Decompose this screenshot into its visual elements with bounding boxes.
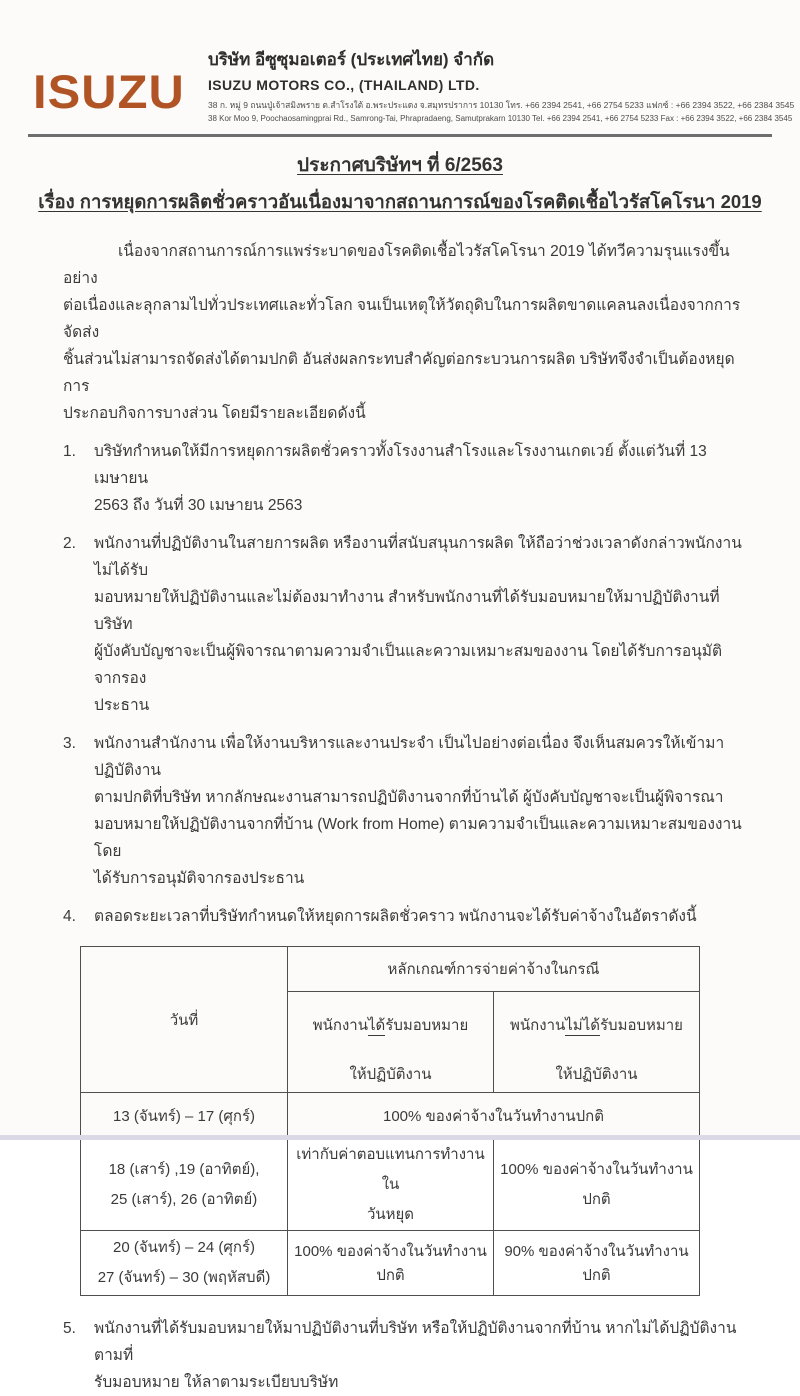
company-name-en: ISUZU MOTORS CO., (THAILAND) LTD.: [208, 77, 480, 93]
date-cell: 20 (จันทร์) – 24 (ศุกร์) 27 (จันทร์) – 30 (พฤหัสบดี): [81, 1231, 288, 1296]
not-assigned-header-line2: ให้ปฏิบัติงาน: [555, 1065, 638, 1083]
item-number: 4.: [63, 908, 76, 925]
pay-cell-not-assigned: 90% ของค่าจ้างในวันทำงานปกติ: [494, 1231, 700, 1296]
announcement-title: ประกาศบริษัทฯ ที่ 6/2563: [297, 155, 503, 176]
pay-criteria-header: หลักเกณฑ์การจ่ายค่าจ้างในกรณี: [288, 947, 700, 992]
assigned-header-line2: ให้ปฏิบัติงาน: [349, 1065, 432, 1083]
scan-edge-artifact: [0, 1135, 800, 1140]
pay-cell-merged: 100% ของค่าจ้างในวันทำงานปกติ: [288, 1093, 700, 1140]
not-assigned-column-header: [494, 992, 700, 1093]
item-text: บริษัทกำหนดให้มีการหยุดการผลิตชั่วคราวทั้งโรงงานสำโรงและโรงงานเกตเวย์ ตั้งแต่วันที่ 13 เมษายน 2563 ถึง วันที่ 30 เมษายน 2563: [94, 443, 707, 514]
list-item-1: [63, 438, 748, 519]
header-divider: [28, 134, 772, 137]
item-text: พนักงานที่ปฏิบัติงานในสายการผลิต หรืองานที่สนับสนุนการผลิต ให้ถือว่าช่วงเวลาดังกล่าวพนักงานไม่ได้รับ มอบหมายให้ปฏิบัติงานและไม่ต้องมาทำงาน สำหรับพนักงานที่ได้รับมอบหมายให้มาปฏิบัติงานที่บริษัท ผู้บังคับบัญชาจะเป็นผู้พิจารณาตามความจำเป็นและความเหมาะสมของงาน โดยได้รับการอนุมัติจากรอง ประธาน: [94, 535, 742, 714]
table-row: [81, 1093, 700, 1140]
announcement-subject: เรื่อง การหยุดการผลิตชั่วคราวอันเนื่องมาจากสถานการณ์ของโรคติดเชื้อไวรัสโคโรนา 2019: [38, 191, 762, 212]
isuzu-logo: [33, 46, 208, 123]
item-text: พนักงานที่ได้รับมอบหมายให้มาปฏิบัติงานที่บริษัท หรือให้ปฏิบัติงานจากที่บ้าน หากไม่ได้ปฏิบัติงานตามที่ รับมอบหมาย ให้ลาตามระเบียบบริษัท: [94, 1320, 737, 1391]
item-number: 2.: [63, 535, 76, 552]
list-item-4: [63, 903, 748, 930]
intro-paragraph: เนื่องจากสถานการณ์การแพร่ระบาดของโรคติดเชื้อไวรัสโคโรนา 2019 ได้ทวีความรุนแรงขึ้นอย่าง ต่อเนื่องและลุกลามไปทั่วประเทศและทั่วโลก จนเป็นเหตุให้วัตถุดิบในการผลิตขาดแคลนลงเนื่องจากการจัดส่ง ชิ้นส่วนไม่สามารถจัดส่งได้ตามปกติ อันส่งผลกระทบสำคัญต่อกระบวนการผลิต บริษัทจึงจำเป็นต้องหยุดการ ประกอบกิจการบางส่วน โดยมีรายละเอียดดังนี้: [63, 243, 741, 422]
address-line-en: 38 Kor Moo 9, Poochaosamingprai Rd., Samrong-Tai, Phrapradaeng, Samutprakarn 10130 Tel. +66 2394 2541, +66 2754 5233 Fax : +66 2394 3522, +66 2384 3545: [208, 114, 793, 123]
list-item-5: [63, 1315, 748, 1396]
date-cell: 13 (จันทร์) – 17 (ศุกร์): [81, 1093, 288, 1140]
table-header-row: [81, 947, 700, 992]
document-body: [63, 238, 748, 1396]
assigned-column-header: [288, 992, 494, 1093]
wage-table: [80, 946, 700, 1296]
pay-cell-assigned: 100% ของค่าจ้างในวันทำงานปกติ: [288, 1231, 494, 1296]
table-row: [81, 1140, 700, 1231]
company-block: [208, 46, 795, 123]
date-column-header: วันที่: [81, 947, 288, 1093]
assigned-header-line1: พนักงานได้รับมอบหมาย: [312, 1016, 469, 1034]
list-item-3: [63, 730, 748, 892]
table-row: [81, 1231, 700, 1296]
letterhead: [0, 0, 800, 123]
item-text: ตลอดระยะเวลาที่บริษัทกำหนดให้หยุดการผลิตชั่วคราว พนักงานจะได้รับค่าจ้างในอัตราดังนี้: [94, 908, 697, 925]
company-name-th: บริษัท อีซูซุมอเตอร์ (ประเทศไทย) จำกัด: [208, 50, 495, 69]
item-number: 3.: [63, 735, 76, 752]
not-assigned-header-line1: พนักงานไม่ได้รับมอบหมาย: [510, 1016, 683, 1034]
isuzu-logo-text: ISUZU: [33, 65, 185, 118]
item-number: 1.: [63, 443, 76, 460]
list-item-2: [63, 530, 748, 719]
pay-cell-not-assigned: 100% ของค่าจ้างในวันทำงาน ปกติ: [494, 1140, 700, 1231]
item-number: 5.: [63, 1320, 76, 1337]
address-line-th: 38 ก. หมู่ 9 ถนนปู่เจ้าสมิงพราย ต.สำโรงใต้ อ.พระประแดง จ.สมุทรปราการ 10130 โทร. +66 2394 2541, +66 2754 5233 แฟกซ์ : +66 2394 3522, +66 2384 3545: [208, 100, 795, 110]
item-text: พนักงานสำนักงาน เพื่อให้งานบริหารและงานประจำ เป็นไปอย่างต่อเนื่อง จึงเห็นสมควรให้เข้ามาปฏิบัติงาน ตามปกติที่บริษัท หากลักษณะงานสามารถปฏิบัติงานจากที่บ้านได้ ผู้บังคับบัญชาจะเป็นผู้พิจารณา มอบหมายให้ปฏิบัติงานจากที่บ้าน (Work from Home) ตามความจำเป็นและความเหมาะสมของงาน โดย ได้รับการอนุมัติจากรองประธาน: [94, 735, 742, 887]
pay-cell-assigned: เท่ากับค่าตอบแทนการทำงานใน วันหยุด: [288, 1140, 494, 1231]
date-cell: 18 (เสาร์) ,19 (อาทิตย์), 25 (เสาร์), 26 (อาทิตย์): [81, 1140, 288, 1231]
